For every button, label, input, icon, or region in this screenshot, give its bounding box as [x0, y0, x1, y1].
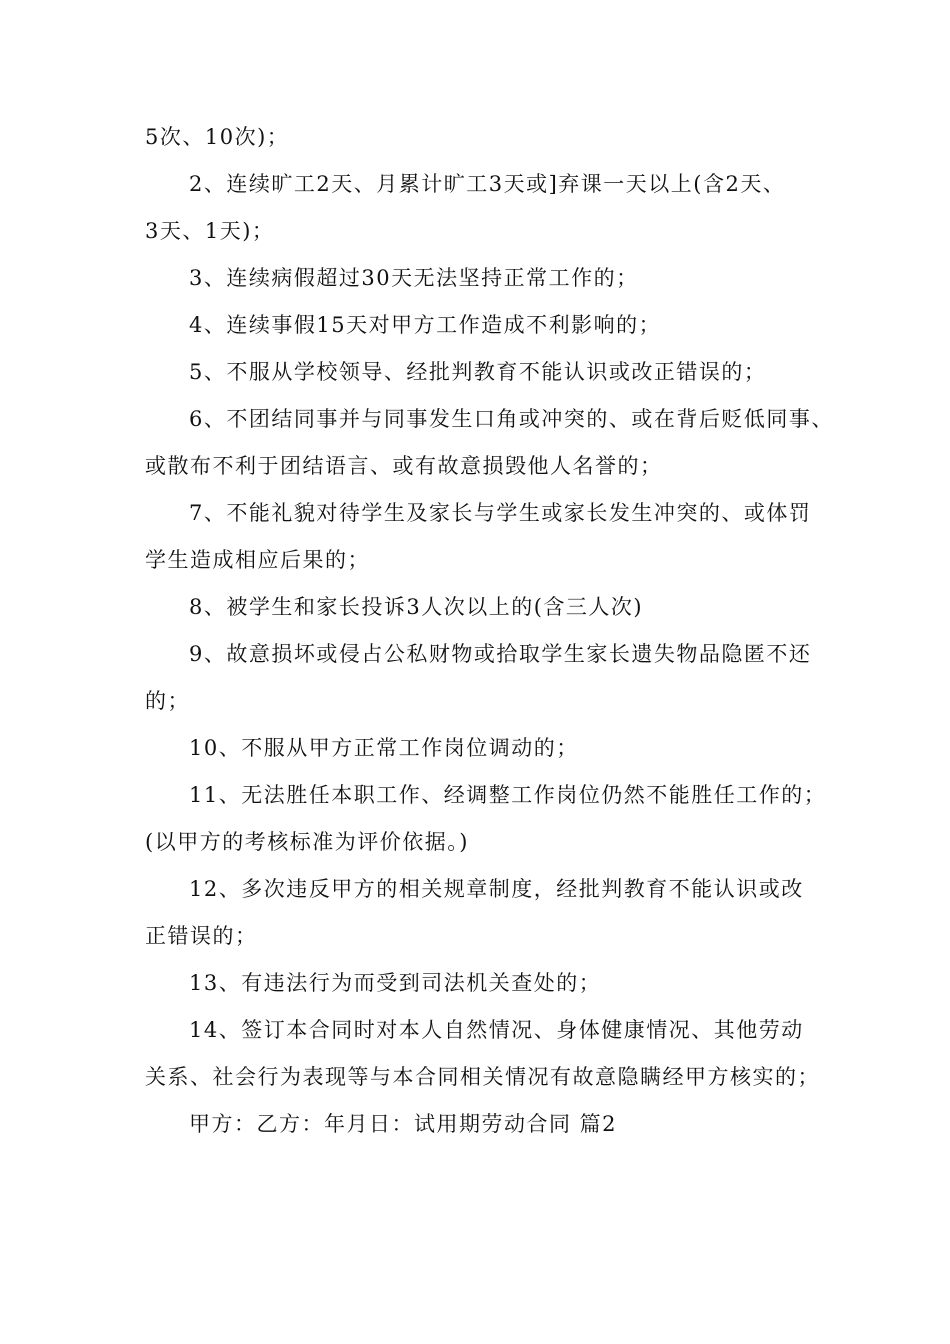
text-line: 5、不服从学校领导、经批判教育不能认识或改正错误的；: [189, 360, 767, 384]
text-line: 9、故意损坏或侵占公私财物或拾取学生家长遗失物品隐匿不还: [189, 642, 812, 666]
text-line: 正错误的；: [145, 924, 258, 948]
text-line: 的；: [145, 689, 190, 713]
text-line: 7、不能礼貌对待学生及家长与学生或家长发生冲突的、或体罚: [189, 501, 812, 525]
text-line: 11、无法胜任本职工作、经调整工作岗位仍然不能胜任工作的；: [189, 783, 827, 807]
text-line: 12、多次违反甲方的相关规章制度，经批判教育不能认识或改: [189, 877, 804, 901]
text-line: 3、连续病假超过30天无法坚持正常工作的；: [189, 266, 639, 290]
text-line: 13、有违法行为而受到司法机关查处的；: [189, 971, 602, 995]
text-line: 5次、10次)；: [145, 125, 290, 149]
text-line: (以甲方的考核标准为评价依据。): [145, 830, 469, 854]
text-line: 10、不服从甲方正常工作岗位调动的；: [189, 736, 579, 760]
text-line: 甲方：乙方：年月日：试用期劳动合同 篇2: [189, 1112, 618, 1136]
text-line: 学生造成相应后果的；: [145, 548, 370, 572]
text-line: 2、连续旷工2天、月累计旷工3天或]弃课一天以上(含2天、: [189, 172, 786, 196]
text-line: 8、被学生和家长投诉3人次以上的(含三人次): [189, 595, 644, 619]
text-line: 4、连续事假15天对甲方工作造成不利影响的；: [189, 313, 662, 337]
text-line: 或散布不利于团结语言、或有故意损毁他人名誉的；: [145, 454, 663, 478]
text-line: 3天、1天)；: [145, 219, 275, 243]
text-line: 14、签订本合同时对本人自然情况、身体健康情况、其他劳动: [189, 1018, 804, 1042]
text-line: 6、不团结同事并与同事发生口角或冲突的、或在背后贬低同事、: [189, 407, 834, 431]
document-body: [145, 114, 835, 1148]
text-line: 关系、社会行为表现等与本合同相关情况有故意隐瞒经甲方核实的；: [145, 1065, 820, 1089]
